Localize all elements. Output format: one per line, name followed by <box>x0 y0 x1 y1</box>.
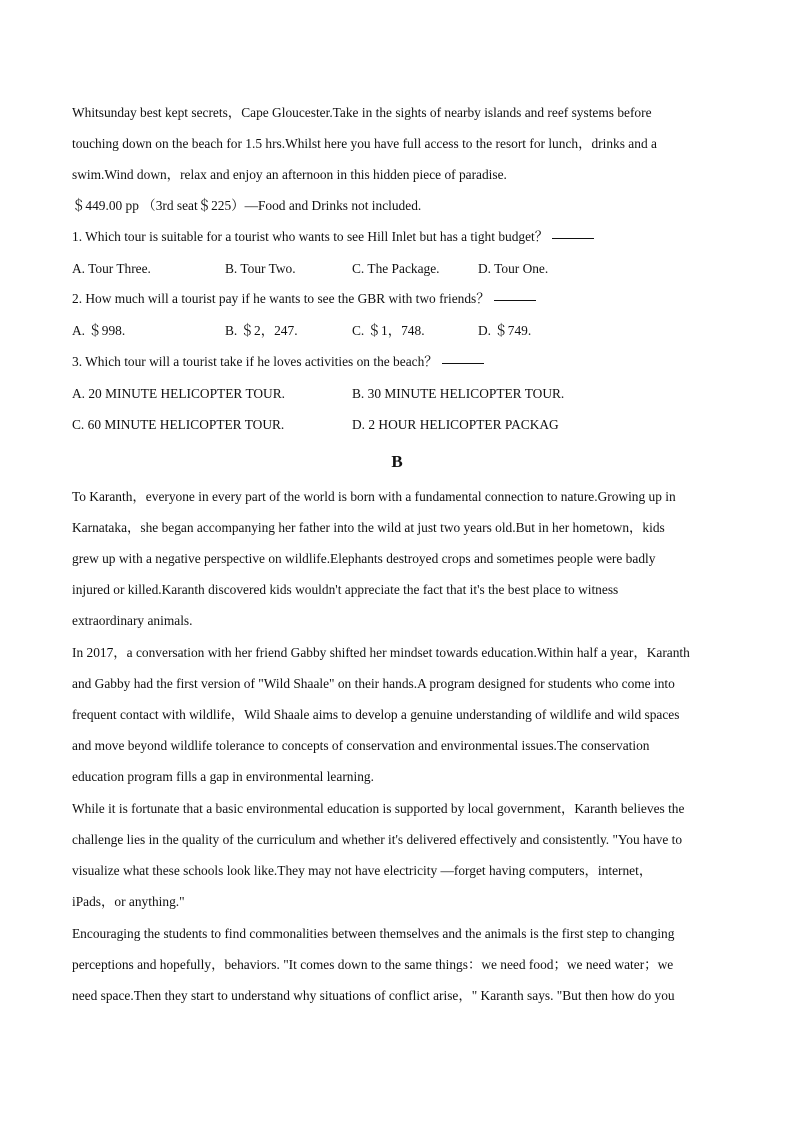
question-3-stem: 3. Which tour will a tourist take if he loves activities on the beach？ <box>72 354 438 369</box>
passage-b-line: injured or killed.Karanth discovered kids wouldn't appreciate the fact that it's the best place to witness <box>72 582 619 597</box>
question-1-stem: 1. Which tour is suitable for a tourist who wants to see Hill Inlet but has a tight budget？ <box>72 229 549 244</box>
answer-blank-1 <box>552 237 594 239</box>
question-1-option-d: D. Tour One. <box>478 261 549 276</box>
question-3-option-d: D. 2 HOUR HELICOPTER PACKAG <box>352 417 559 432</box>
passage-b-line: Encouraging the students to find commonalities between themselves and the animals is the first step to changing <box>72 926 675 941</box>
question-1-option-b: B. Tour Two. <box>225 261 296 276</box>
passage-line: Whitsunday best kept secrets，Cape Gloucester.Take in the sights of nearby islands and reef systems before <box>72 105 652 120</box>
question-1-option-a: A. Tour Three. <box>72 261 151 276</box>
passage-b-line: While it is fortunate that a basic environmental education is supported by local government，Karanth believes the <box>72 801 685 816</box>
question-3 <box>72 353 484 371</box>
passage-b-line: iPads，or anything." <box>72 894 185 909</box>
question-3-option-c: C. 60 MINUTE HELICOPTER TOUR. <box>72 417 285 432</box>
question-2-option-d: D. ＄749. <box>478 323 532 338</box>
question-2-option-c: C. ＄1，748. <box>352 323 425 338</box>
question-3-option-a: A. 20 MINUTE HELICOPTER TOUR. <box>72 386 286 401</box>
question-1-option-c: C. The Package. <box>352 261 440 276</box>
question-3-option-b: B. 30 MINUTE HELICOPTER TOUR. <box>352 386 565 401</box>
passage-b-line: perceptions and hopefully，behaviors. "It comes down to the same things：we need food；we need water；we <box>72 957 674 972</box>
passage-line: swim.Wind down，relax and enjoy an afternoon in this hidden piece of paradise. <box>72 167 507 182</box>
question-2 <box>72 290 536 308</box>
passage-b-line: Karnataka，she began accompanying her father into the wild at just two years old.But in her hometown，kids <box>72 520 665 535</box>
question-2-stem: 2. How much will a tourist pay if he wants to see the GBR with two friends？ <box>72 291 490 306</box>
passage-b-line: and Gabby had the first version of "Wild Shaale" on their hands.A program designed for students who come into <box>72 676 675 691</box>
question-2-option-b: B. ＄2，247. <box>225 323 298 338</box>
passage-b-line: In 2017，a conversation with her friend Gabby shifted her mindset towards education.Within half a year，Karanth <box>72 645 690 660</box>
price-line: ＄449.00 pp （3rd seat＄225）—Food and Drinks not included. <box>72 198 422 213</box>
answer-blank-3 <box>442 362 484 364</box>
passage-b-line: need space.Then they start to understand why situations of conflict arise，" Karanth says. "But then how do you <box>72 988 675 1003</box>
passage-b-line: visualize what these schools look like.They may not have electricity —forget having computers，internet， <box>72 863 653 878</box>
section-heading-b: B <box>391 452 403 471</box>
passage-b-line: To Karanth，everyone in every part of the world is born with a fundamental connection to nature.Growing up in <box>72 489 676 504</box>
passage-b-line: extraordinary animals. <box>72 613 193 628</box>
question-1 <box>72 228 594 246</box>
passage-b-line: education program fills a gap in environmental learning. <box>72 769 374 784</box>
passage-line: touching down on the beach for 1.5 hrs.Whilst here you have full access to the resort for lunch，drinks and a <box>72 136 657 151</box>
passage-b-line: challenge lies in the quality of the curriculum and whether it's delivered effectively and consistently. "You have to <box>72 832 683 847</box>
passage-b-line: and move beyond wildlife tolerance to concepts of conservation and environmental issues.The conservation <box>72 738 650 753</box>
answer-blank-2 <box>494 299 536 301</box>
passage-b-line: frequent contact with wildlife，Wild Shaale aims to develop a genuine understanding of wildlife and wild spaces <box>72 707 680 722</box>
passage-b-line: grew up with a negative perspective on wildlife.Elephants destroyed crops and sometimes people were badly <box>72 551 656 566</box>
question-2-option-a: A. ＄998. <box>72 323 126 338</box>
